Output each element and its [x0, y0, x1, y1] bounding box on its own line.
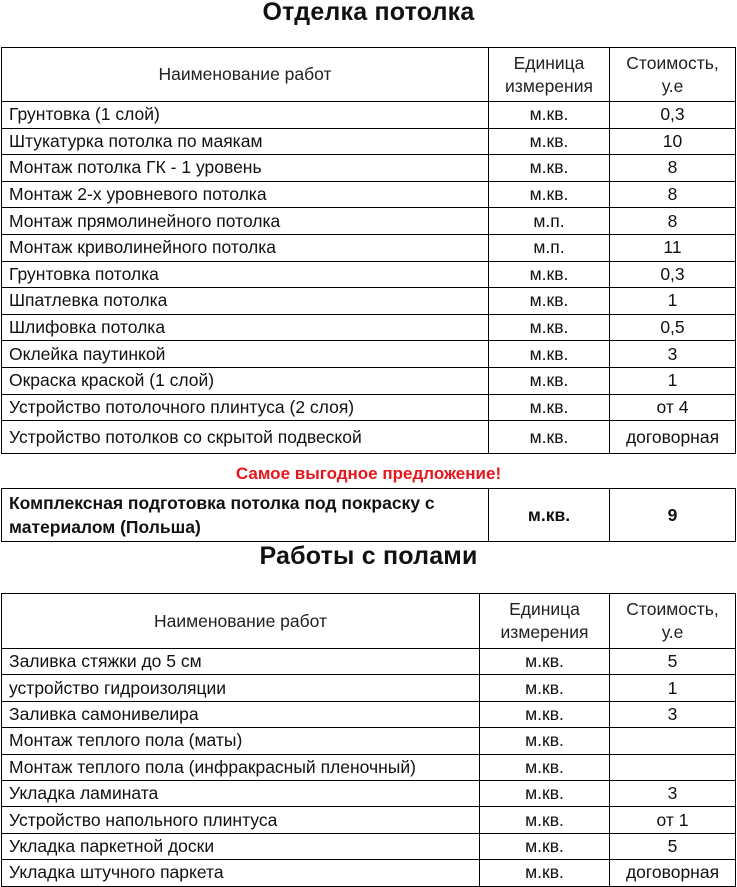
work-name-cell: Монтаж 2-х уровневого потолка [2, 181, 489, 208]
price-cell: 0,3 [610, 261, 736, 288]
best-offer-table [1, 488, 736, 542]
price-cell: 3 [610, 341, 736, 368]
column-header-price [610, 48, 736, 102]
table-row [2, 261, 736, 288]
unit-cell: м.кв. [480, 807, 610, 833]
table-row [2, 102, 736, 129]
unit-cell: м.кв. [480, 675, 610, 701]
work-name-cell: Устройство потолочного плинтуса (2 слоя) [2, 394, 489, 421]
work-name-cell: Укладка ламината [2, 780, 480, 806]
price-cell [610, 728, 736, 754]
unit-cell: м.кв. [489, 102, 610, 129]
work-name-cell: Монтаж криволинейного потолка [2, 234, 489, 261]
unit-cell: м.кв. [489, 421, 610, 454]
column-header-unit-text: Единица измерения [505, 52, 593, 96]
table-row [2, 208, 736, 235]
table-row [2, 807, 736, 833]
work-name-cell: Укладка паркетной доски [2, 833, 480, 859]
work-name-cell: Устройство напольного плинтуса [2, 807, 480, 833]
price-cell: 5 [610, 649, 736, 675]
price-cell: от 4 [610, 394, 736, 421]
table-row [2, 314, 736, 341]
work-name-cell: Устройство потолков со скрытой подвеской [2, 421, 489, 454]
table-row [2, 181, 736, 208]
offer-price: 9 [610, 489, 736, 542]
price-cell: 10 [610, 128, 736, 155]
price-cell: 3 [610, 701, 736, 727]
price-cell: 1 [610, 675, 736, 701]
unit-cell: м.кв. [480, 701, 610, 727]
table-header-row [2, 48, 736, 102]
column-header-unit [480, 594, 610, 649]
price-cell: договорная [610, 860, 736, 886]
price-cell: 0,3 [610, 102, 736, 129]
work-name-cell: Монтаж теплого пола (инфракрасный пленочный) [2, 754, 480, 780]
price-cell: договорная [610, 421, 736, 454]
table-row [2, 833, 736, 859]
unit-cell: м.п. [489, 208, 610, 235]
column-header-price [610, 594, 736, 649]
unit-cell: м.кв. [480, 754, 610, 780]
column-header-price-text: Стоимость, у.е [626, 52, 719, 96]
best-offer-headline: Самое выгодное предложение! [235, 464, 502, 483]
column-header-name: Наименование работ [2, 594, 480, 649]
unit-cell: м.кв. [480, 833, 610, 859]
table-row [2, 675, 736, 701]
table-row [2, 394, 736, 421]
column-header-name: Наименование работ [2, 48, 489, 102]
column-header-price-text: Стоимость, у.е [626, 599, 719, 642]
price-cell: 8 [610, 181, 736, 208]
table-row [2, 701, 736, 727]
work-name-cell: Монтаж потолка ГК - 1 уровень [2, 155, 489, 182]
table-row [2, 128, 736, 155]
floors-table-body [2, 649, 736, 887]
price-cell: 0,5 [610, 314, 736, 341]
unit-cell: м.кв. [489, 288, 610, 315]
price-cell: 5 [610, 833, 736, 859]
unit-cell: м.кв. [489, 181, 610, 208]
price-cell: 3 [610, 780, 736, 806]
floors-section-title: Работы с полами [259, 542, 478, 570]
work-name-cell: Монтаж прямолинейного потолка [2, 208, 489, 235]
unit-cell: м.кв. [489, 367, 610, 394]
unit-cell: м.кв. [489, 394, 610, 421]
price-cell: 8 [610, 208, 736, 235]
unit-cell: м.кв. [489, 128, 610, 155]
work-name-cell: Заливка самонивелира [2, 701, 480, 727]
ceiling-price-table [1, 47, 736, 454]
table-row [2, 728, 736, 754]
work-name-cell: Монтаж теплого пола (маты) [2, 728, 480, 754]
ceiling-table-body [2, 102, 736, 454]
work-name-cell: Укладка штучного паркета [2, 860, 480, 886]
table-row [2, 155, 736, 182]
work-name-cell: Окраска краской (1 слой) [2, 367, 489, 394]
table-row [2, 780, 736, 806]
table-row [2, 489, 736, 542]
table-row [2, 341, 736, 368]
work-name-cell: Шпатлевка потолка [2, 288, 489, 315]
table-row [2, 421, 736, 454]
unit-cell: м.кв. [480, 780, 610, 806]
price-cell: 11 [610, 234, 736, 261]
work-name-cell: Заливка стяжки до 5 см [2, 649, 480, 675]
work-name-cell: Грунтовка потолка [2, 261, 489, 288]
floors-price-table [1, 593, 736, 887]
offer-name: Комплексная подготовка потолка под покраску с материалом (Польша) [2, 489, 489, 542]
table-header-row [2, 594, 736, 649]
table-row [2, 288, 736, 315]
price-cell: от 1 [610, 807, 736, 833]
work-name-cell: Штукатурка потолка по маякам [2, 128, 489, 155]
table-row [2, 234, 736, 261]
unit-cell: м.кв. [489, 314, 610, 341]
table-row [2, 754, 736, 780]
ceiling-section-title: Отделка потолка [262, 0, 475, 26]
table-row [2, 649, 736, 675]
work-name-cell: устройство гидроизоляции [2, 675, 480, 701]
unit-cell: м.п. [489, 234, 610, 261]
unit-cell: м.кв. [489, 261, 610, 288]
price-cell: 8 [610, 155, 736, 182]
work-name-cell: Шлифовка потолка [2, 314, 489, 341]
column-header-unit-text: Единица измерения [500, 599, 589, 642]
unit-cell: м.кв. [480, 860, 610, 886]
unit-cell: м.кв. [480, 728, 610, 754]
price-cell: 1 [610, 288, 736, 315]
offer-unit: м.кв. [489, 489, 610, 542]
table-row [2, 367, 736, 394]
price-cell [610, 754, 736, 780]
column-header-unit [489, 48, 610, 102]
work-name-cell: Оклейка паутинкой [2, 341, 489, 368]
unit-cell: м.кв. [489, 155, 610, 182]
unit-cell: м.кв. [480, 649, 610, 675]
work-name-cell: Грунтовка (1 слой) [2, 102, 489, 129]
price-cell: 1 [610, 367, 736, 394]
unit-cell: м.кв. [489, 341, 610, 368]
table-row [2, 860, 736, 886]
